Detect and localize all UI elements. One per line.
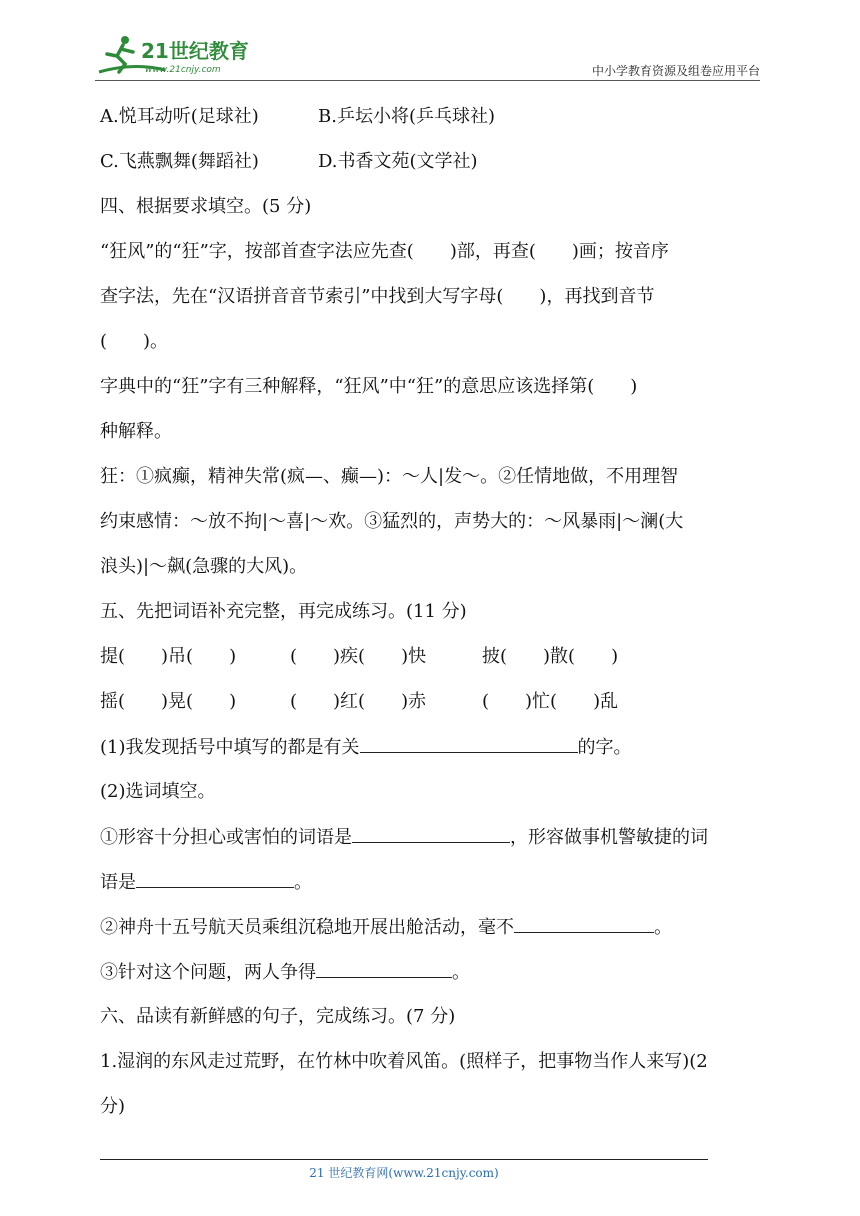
text-line: ( )。 xyxy=(100,331,169,352)
answer-blank[interactable] xyxy=(136,869,294,888)
word-item: ( )疾( )快 xyxy=(290,646,427,667)
logo-21cnjy xyxy=(95,32,265,80)
question-2-3: ③针对这个问题，两人争得 。 xyxy=(100,959,470,986)
word-item: ( )忙( )乱 xyxy=(482,691,619,712)
page-header xyxy=(95,32,760,82)
question-2-2: ②神舟十五号航天员乘组沉稳地开展出舱活动，毫不 。 xyxy=(100,914,672,941)
footer-divider xyxy=(100,1159,708,1160)
word-item: 披( )散( ) xyxy=(482,646,619,667)
option-c: C.飞燕飘舞(舞蹈社) xyxy=(100,151,259,172)
option-d: D.书香文苑(文学社) xyxy=(318,151,478,172)
text-line: 分) xyxy=(100,1096,126,1117)
dictionary-entry: 狂：①疯癫，精神失常(疯—、癫—)：～人|发～。②任情地做，不用理智 xyxy=(100,466,679,487)
section-6-heading: 六、品读有新鲜感的句子，完成练习。(7 分) xyxy=(100,1006,456,1027)
option-b: B.乒坛小将(乒乓球社) xyxy=(318,106,495,127)
answer-blank[interactable] xyxy=(352,824,510,843)
dictionary-entry: 浪头)|～飙(急骤的大风)。 xyxy=(100,556,308,577)
answer-blank[interactable] xyxy=(316,959,452,978)
section-4-heading: 四、根据要求填空。(5 分) xyxy=(100,196,312,217)
footer-link[interactable]: 21 世纪教育网(www.21cnjy.com) xyxy=(309,1166,499,1180)
header-platform-text: 中小学教育资源及组卷应用平台 xyxy=(591,64,760,78)
answer-blank[interactable] xyxy=(360,734,578,753)
text-line: “狂风”的“狂”字，按部首查字法应先查( )部，再查( )画；按音序 xyxy=(100,241,669,262)
text-line: 1.湿润的东风走过荒野，在竹林中吹着风笛。(照样子，把事物当作人来写)(2 xyxy=(100,1051,708,1072)
header-divider xyxy=(95,80,760,81)
answer-blank[interactable] xyxy=(514,914,654,933)
question-1: (1)我发现括号中填写的都是有关 的字。 xyxy=(100,734,632,761)
word-item: ( )红( )赤 xyxy=(290,691,427,712)
question-2-1-cont: 语是 。 xyxy=(100,869,312,896)
text-line: 字典中的“狂”字有三种解释，“狂风”中“狂”的意思应该选择第( ) xyxy=(100,376,638,397)
dictionary-entry: 约束感情：～放不拘|～喜|～欢。③猛烈的，声势大的：～风暴雨|～澜(大 xyxy=(100,511,684,532)
word-item: 摇( )晃( ) xyxy=(100,691,237,712)
question-2-1: ①形容十分担心或害怕的词语是 ，形容做事机警敏捷的词 xyxy=(100,824,708,851)
logo-url: www.21cnjy.com xyxy=(145,65,221,75)
question-2: (2)选词填空。 xyxy=(100,781,216,802)
text-line: 查字法，先在“汉语拼音音节索引”中找到大写字母( )，再找到音节 xyxy=(100,286,655,307)
word-item: 提( )吊( ) xyxy=(100,646,237,667)
section-5-heading: 五、先把词语补充完整，再完成练习。(11 分) xyxy=(100,601,467,622)
text-line: 种解释。 xyxy=(100,421,172,442)
logo-text: 21世纪教育 xyxy=(141,39,249,63)
option-a: A.悦耳动听(足球社) xyxy=(100,106,259,127)
